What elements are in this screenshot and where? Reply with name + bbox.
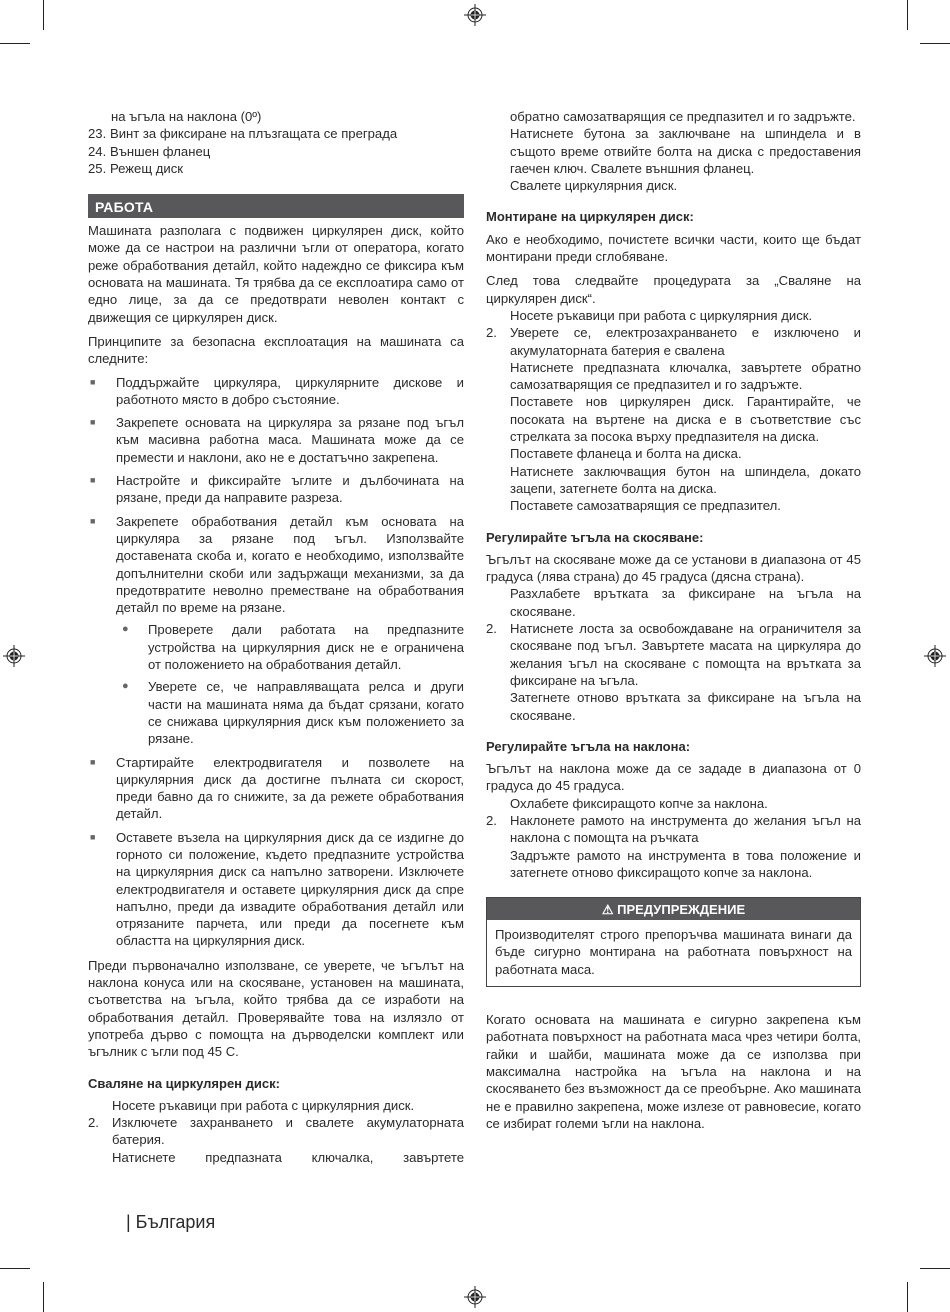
tilt-step: 2. Наклонете рамото на инструмента до желания ъгъл на наклона с помощта на ръчката: [486, 812, 861, 846]
intro-paragraph: Машината разполага с подвижен циркулярен диск, който може да се настрои на различни ъгли от оператора, когато реже обработвания детайл, който надеждно се фиксира към основата на машината. Тя трябва да се експлоатира само от едно лице, за да се предотврати неволен контакт с движещия се циркулярен диск.: [88, 223, 464, 325]
sub-bullet-item: ● Уверете се, че направляващата релса и други части на машината няма да бъдат срязани, когато се снижава циркулярния диск към положението за рязане.: [116, 678, 464, 747]
parts-list-item: 23. Винт за фиксиране на плъзгащата се преграда: [88, 126, 398, 142]
warning-title: ПРЕДУПРЕЖДЕНИЕ: [617, 902, 746, 918]
crop-mark-bl-v: [43, 1282, 44, 1312]
warning-box: [486, 897, 861, 987]
crop-mark-tr-h: [920, 43, 950, 44]
bullet-item: ■ Стартирайте електродвигателя и позволете на циркулярния диск да достигне пълната си скорост, преди бавно да го снижите, за да режете обработвания детайл.: [90, 754, 464, 822]
mount-paragraph: Ако е необходимо, почистете всички части, които ще бъдат монтирани преди сглобяване.: [486, 231, 861, 265]
mount-step: Носете ръкавици при работа с циркулярния диск.: [510, 307, 813, 323]
tilt-step: Охлабете фиксиращото копче за наклона.: [510, 795, 768, 811]
mount-step: 2. Уверете се, електрозахранването е изключено и акумулаторната батерия е свалена: [486, 325, 861, 358]
tilt-step: Задръжте рамото на инструмента в това положение и затегнете отново фиксиращото копче за наклона.: [510, 847, 861, 880]
parts-list-continuation: на ъгъла на наклона (0º): [111, 109, 262, 124]
mount-paragraph: След това следвайте процедурата за „Сваляне на циркулярен диск“.: [486, 273, 861, 306]
bullet-item: ■ Настройте и фиксирайте ъглите и дълбочината на рязане, преди да направите разреза.: [90, 473, 464, 506]
bullet-item: ■ Закрепете обработвания детайл към основата на циркуляра за рязане под ъгъл. Използвайте доставената скоба и, когато е необходимо, използвайте допълнителни скоби или задържащи механизми, за да предотвратите неволно преместване на обработвания детайл по време на рязане. ● Проверете дали работата на предпазните устройства на циркулярния диск не е ограничена от положението на обработвания детайл. ● Уверете се, че направляващата релса и други части на машината няма да бъдат срязани, когато се снижава циркулярния диск към положението за рязане.: [90, 513, 464, 747]
bullet-item: ■ Оставете възела на циркулярния диск да се издигне до горното си положение, където предпазните устройства на циркулярния диск са напълно затворени. Изключете електродвигателя и оставете циркулярния диск да спре напълно, преди да извадите обработвания детайл или отрязаните парчета, или преди да посегнете към областта на циркулярния диск.: [90, 829, 464, 949]
before-use-paragraph: Преди първоначално използване, се уверете, че ъгълът на наклона конуса или на скосяване, установен на машината, съответства на ъгъла, който трябва да се изработи на обработвания детайл. Проверявайте това на излязло от употреба дърво с помощта на дърводелски комплект или ъгълник с ъгли под 45 С.: [88, 957, 464, 1060]
bevel-step: Затегнете отново врътката за фиксиране на ъгъла на скосяване.: [510, 690, 861, 723]
removal-heading: Сваляне на циркулярен диск:: [88, 1075, 280, 1091]
square-bullet-icon: ■: [90, 417, 96, 428]
registration-mark-left-icon: [3, 645, 25, 667]
square-bullet-icon: ■: [90, 515, 96, 526]
bevel-heading: Регулирайте ъгъла на скосяване:: [486, 529, 704, 545]
bevel-step: Разхлабете врътката за фиксиране на ъгъла на скосяване.: [510, 586, 861, 619]
removal-step: Носете ръкавици при работа с циркулярния диск.: [112, 1097, 415, 1113]
tilt-paragraph: Ъгълът на наклона може да се зададе в диапазона от 0 градуса до 45 градуса.: [486, 761, 861, 794]
section-title-rabota: РАБОТА: [88, 194, 464, 218]
mount-step: Поставете фланеца и болта на диска.: [510, 446, 742, 462]
crop-mark-tl-h: [0, 43, 30, 44]
registration-mark-bottom-icon: [464, 1286, 486, 1308]
crop-mark-tr-v: [907, 0, 908, 30]
crop-mark-br-h: [920, 1268, 950, 1269]
square-bullet-icon: ■: [90, 756, 96, 767]
sub-bullet-item: ● Проверете дали работата на предпазните устройства на циркулярния диск не е ограничена от положението на обработвания детайл.: [116, 621, 464, 673]
square-bullet-icon: ■: [90, 475, 96, 486]
final-paragraph: Когато основата на машината е сигурно закрепена към работната повърхност на работната маса чрез четири болта, гайки и шайби, машината може да се използва при максимална настройка на ъгъла на наклона и на скосяването без възможност да се преобърне. Ако машината не е правилно закрепена, може излезе от равновесие, когато се избират големи ъгли на наклона.: [486, 1012, 861, 1131]
bevel-paragraph: Ъгълът на скосяване може да се установи в диапазона от 45 градуса (лява страна) до 45 градуса (дясна страна).: [486, 551, 861, 585]
tilt-heading: Регулирайте ъгъла на наклона:: [486, 738, 691, 754]
round-bullet-icon: ●: [122, 623, 129, 636]
left-column: [88, 108, 464, 1166]
principles-intro: Принципите за безопасна експлоатация на машината са следните:: [88, 333, 464, 367]
mount-step: Натиснете заключващия бутон на шпиндела, докато зацепи, затегнете болта на диска.: [510, 463, 861, 496]
mount-step: Поставете самозатварящия се предпазител.: [510, 498, 781, 514]
bullet-item: ■ Поддържайте циркуляра, циркулярните дискове и работното място в добро състояние.: [90, 374, 464, 407]
removal-step-cont: Натиснете бутона за заключване на шпиндела и в същото време отвийте болта на диска с предоставения гаечен ключ. Свалете външния фланец.: [510, 126, 861, 176]
warning-triangle-icon: ⚠: [601, 902, 614, 918]
removal-step-cont: обратно самозатварящия се предпазител и го задръжте.: [510, 109, 856, 124]
footer-language: | България: [126, 1212, 216, 1232]
crop-mark-bl-h: [0, 1268, 30, 1269]
crop-mark-br-v: [907, 1282, 908, 1312]
bevel-step: 2. Натиснете лоста за освобождаване на ограничителя за скосяване под ъгъл. Завъртете масата на циркуляра до желания ъгъл на скосяване с помощта на врътката за фиксиране на ъгъла.: [486, 621, 861, 688]
right-column: [486, 108, 861, 1132]
registration-mark-right-icon: [924, 645, 946, 667]
mount-step: Поставете нов циркулярен диск. Гарантирайте, че посоката на въртене на диска е в съответствие със стрелката за посока върху предпазителя на диска.: [510, 394, 861, 445]
bullet-item: ■ Закрепете основата на циркуляра за рязане под ъгъл към масивна работна маса. Машината може да се премести и наклони, ако не е достатъчно закрепена.: [90, 415, 464, 465]
square-bullet-icon: ■: [90, 831, 96, 842]
mount-step: Натиснете предпазната ключалка, завъртете обратно самозатварящия се предпазител и го задръжте.: [510, 359, 861, 393]
mount-heading: Монтиране на циркулярен диск:: [486, 209, 694, 225]
parts-list-item: 24. Външен фланец: [88, 143, 211, 159]
removal-step: 2. Изключете захранването и свалете акумулаторната батерия.: [88, 1115, 464, 1148]
warning-body: Производителят строго препоръчва машината винаги да бъде сигурно монтирана на работната повърхност на работната маса.: [495, 927, 852, 977]
warning-header: [487, 898, 860, 920]
crop-mark-tl-v: [43, 0, 44, 30]
removal-step-cont: Свалете циркулярния диск.: [510, 178, 678, 194]
square-bullet-icon: ■: [90, 376, 96, 387]
registration-mark-top-icon: [464, 4, 486, 26]
parts-list: [88, 108, 464, 177]
round-bullet-icon: ●: [122, 680, 129, 693]
parts-list-item: 25. Режещ диск: [88, 160, 183, 176]
removal-step: Натиснете предпазната ключалка, завъртете: [112, 1149, 464, 1165]
